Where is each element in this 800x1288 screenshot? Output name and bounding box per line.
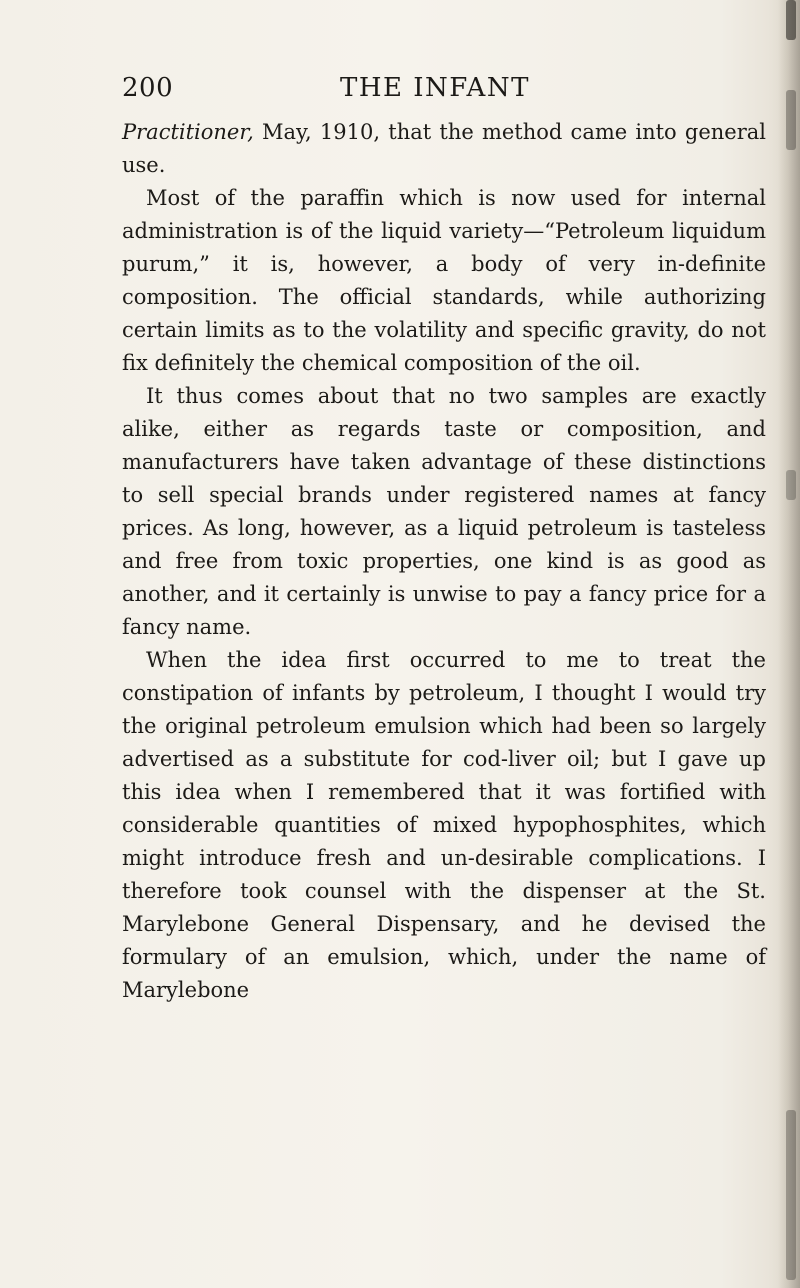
page-header — [122, 68, 682, 108]
page-edge-mark — [786, 470, 796, 500]
paragraph: Most of the paraffin which is now used for internal administration is of the liquid variety—“Petroleum liquidum purum,” it is, however, a body of very in-definite composition. The official standards, while authorizing certain limits as to the volatility and specific gravity, do not fix definitely the chemical composition of the oil. — [122, 186, 766, 375]
running-head: THE INFANT — [340, 73, 530, 103]
page-number: 200 — [122, 73, 174, 103]
page-edge-mark — [786, 90, 796, 150]
page-edge-shadow — [778, 0, 800, 1288]
paragraph-text: May, 1910, that the method came into general use. — [122, 120, 766, 177]
paragraph: When the idea first occurred to me to treat the constipation of infants by petroleum, I thought I would try the original petroleum emulsion which had been so largely advertised as a substitute for cod-liver oil; but I gave up this idea when I remembered that it was fortified with considerable quantities of mixed hypophosphites, which might introduce fresh and un-desirable complications. I therefore took counsel with the dispenser at the St. Marylebone General Dispensary, and he devised the formulary of an emulsion, which, under the name of Marylebone — [122, 648, 766, 1002]
paragraph — [122, 116, 766, 182]
italic-lead: Practitioner, — [122, 120, 254, 144]
page-edge-mark — [786, 1110, 796, 1280]
paragraph: It thus comes about that no two samples are exactly alike, either as regards taste or composition, and manufacturers have taken advantage of these distinctions to sell special brands under registered names at fancy prices. As long, however, as a liquid petroleum is tasteless and free from toxic properties, one kind is as good as another, and it certainly is unwise to pay a fancy price for a fancy name. — [122, 384, 766, 639]
body-text — [122, 116, 766, 1007]
page-edge-mark — [786, 0, 796, 40]
